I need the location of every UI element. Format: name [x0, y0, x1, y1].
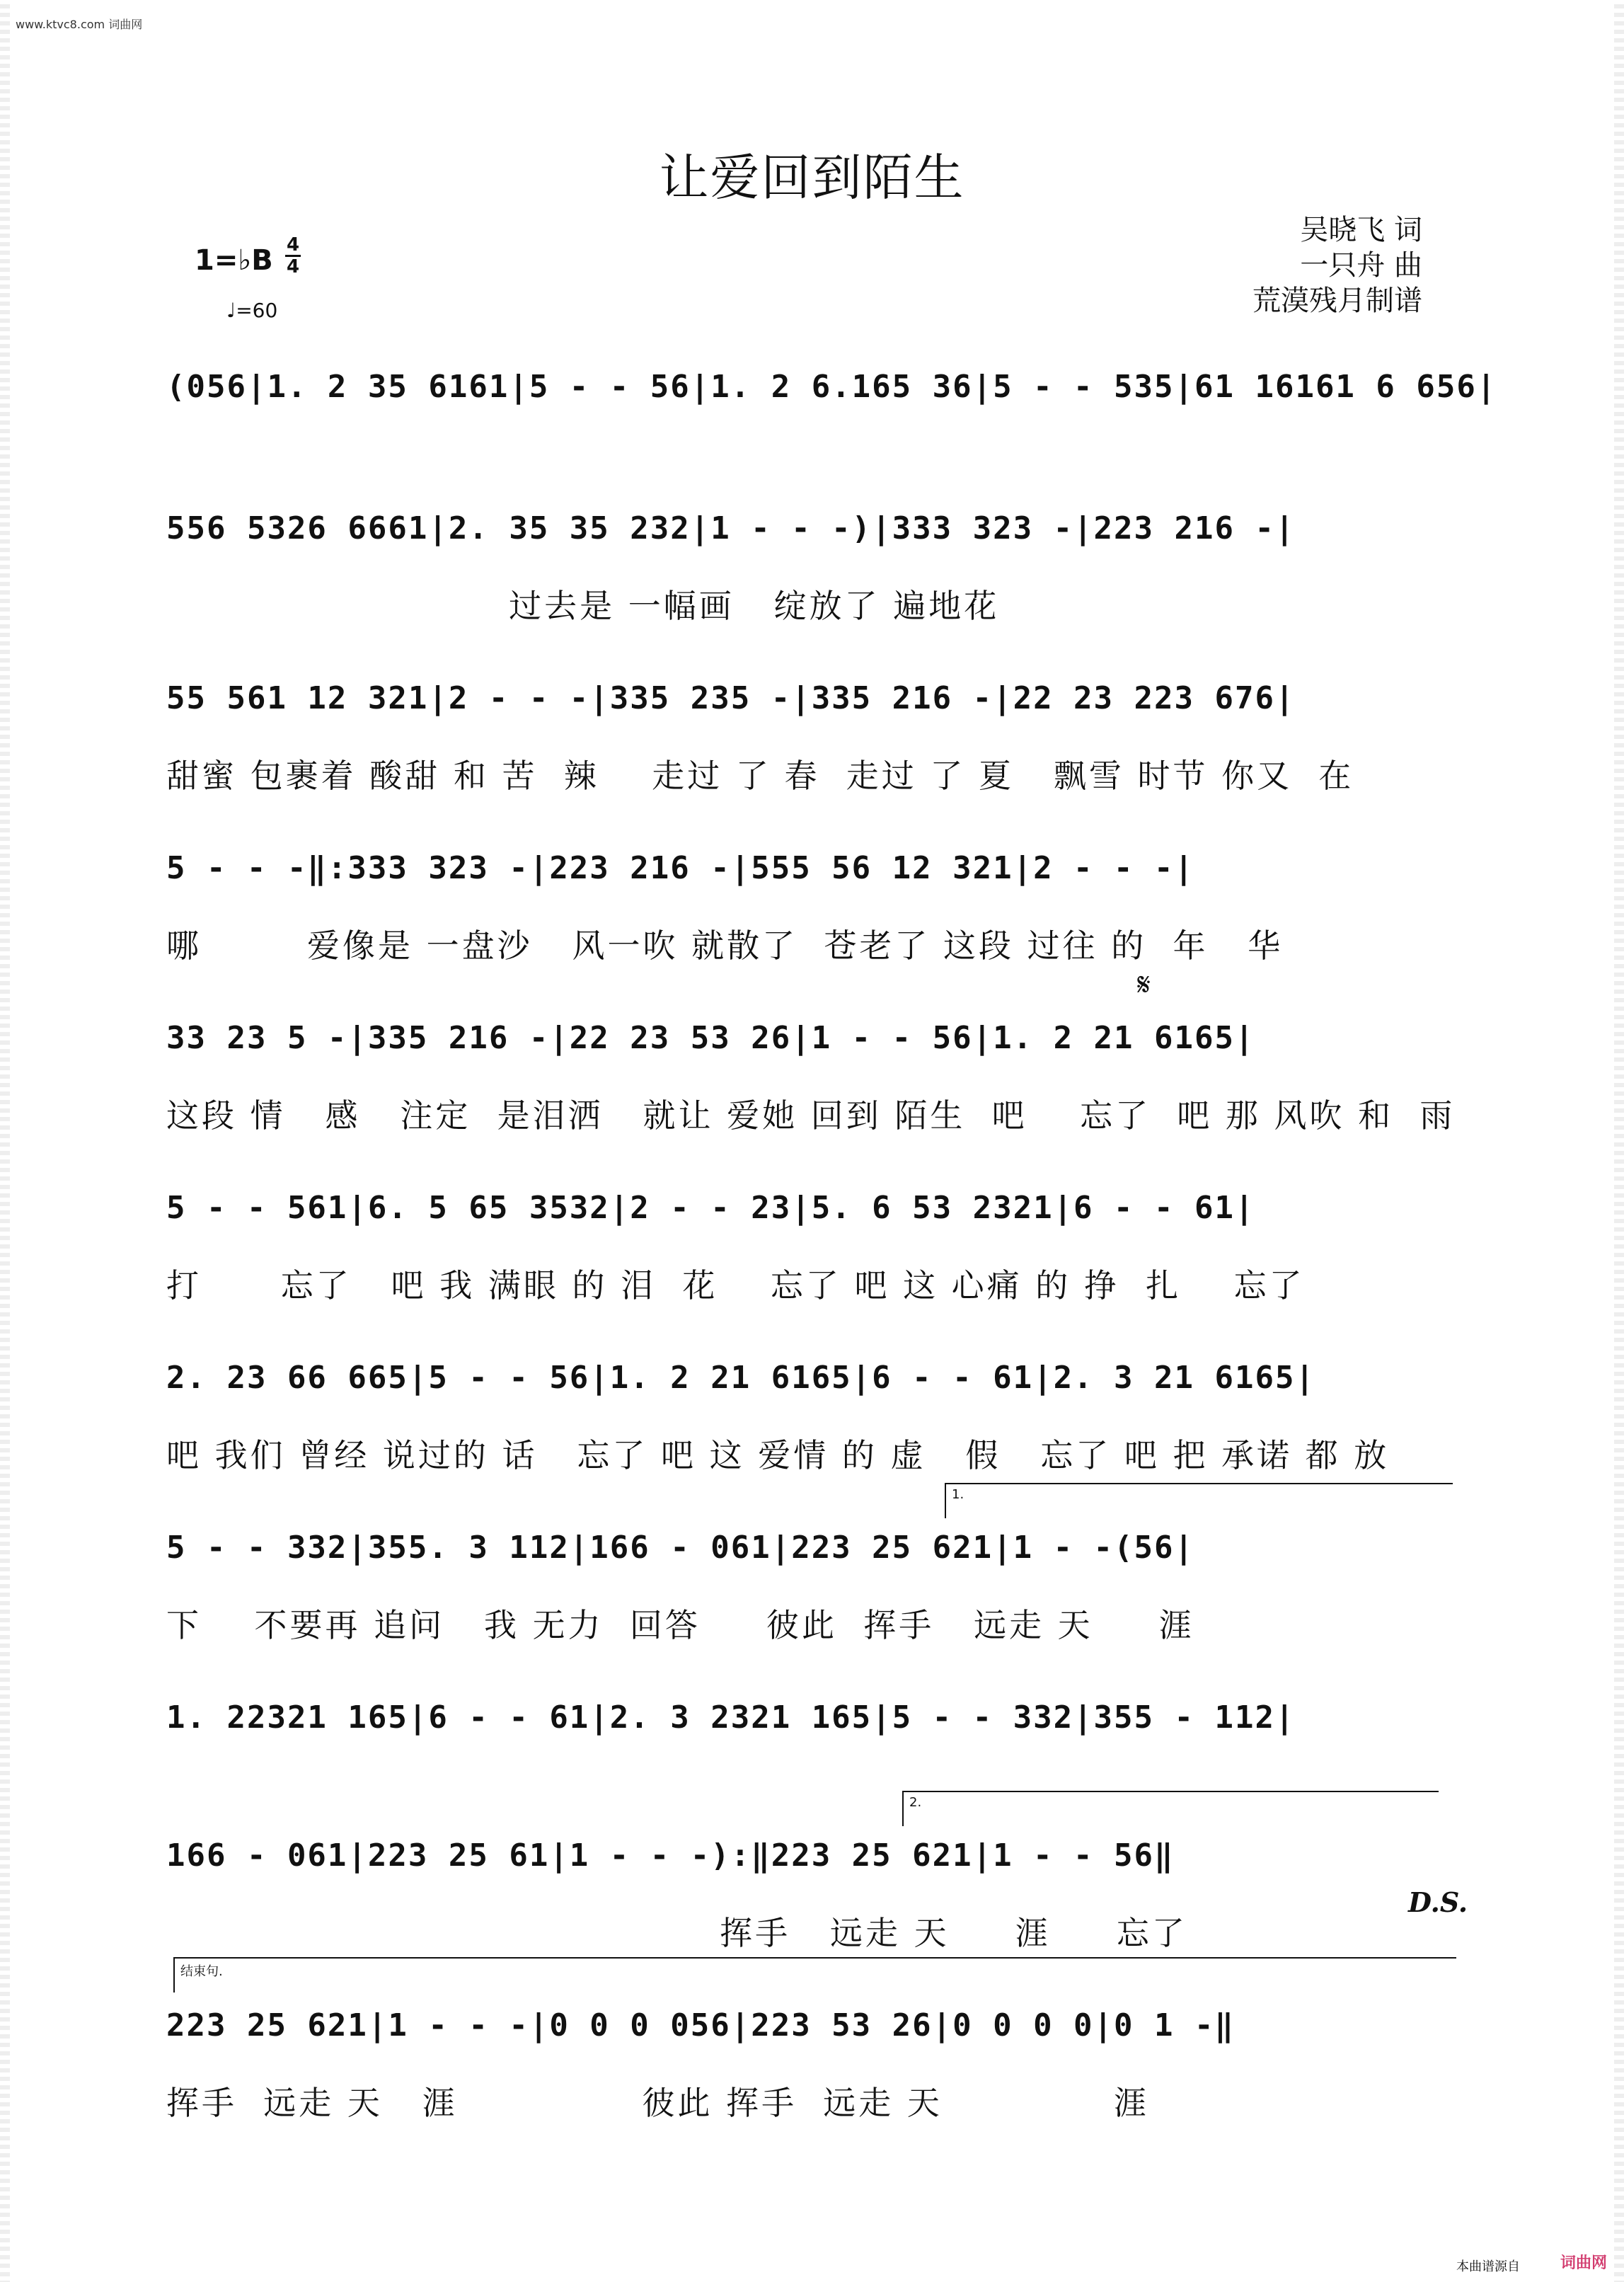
notation-line: 166 - 061|223 25 61|1 - - -):‖223 25 621|1 - - 56‖ — [166, 1837, 1175, 1874]
meter-top: 4 — [286, 234, 300, 256]
volta-2-label: 2. — [909, 1795, 922, 1810]
notation-line: 2. 23 66 665|5 - - 56|1. 2 21 6165|6 - - 61|2. 3 21 6165| — [166, 1360, 1315, 1396]
lyrics-line: 吧 我们 曾经 说过的 话 忘了 吧 这 爱情 的 虚 假 忘了 吧 把 承诺 都 放 — [166, 1436, 1390, 1474]
right-border — [1614, 0, 1624, 2282]
footer-logo: 词曲网 — [1560, 2254, 1608, 2272]
lyrics-line: 甜蜜 包裹着 酸甜 和 苦 辣 走过 了 春 走过 了 夏 飘雪 时节 你又 在 — [166, 757, 1354, 795]
footer-source-text: 本曲谱源自 — [1456, 2259, 1520, 2274]
notation-line: 5 - - 561|6. 5 65 3532|2 - - 23|5. 6 53 2321|6 - - 61| — [166, 1190, 1255, 1226]
composer: 一只舟 曲 — [1300, 249, 1422, 282]
notation-line: (056|1. 2 35 6161|5 - - 56|1. 2 6.165 36|5 - - 535|61 16161 6 656| — [166, 369, 1497, 405]
transcriber: 荒漠残月制谱 — [1252, 285, 1422, 317]
song-title: 让爱回到陌生 — [659, 149, 965, 207]
segno-sign: 𝄋 — [1137, 967, 1151, 1003]
volta-1-label: 1. — [952, 1487, 964, 1502]
volta-1-bracket — [945, 1483, 1453, 1518]
ending-bracket — [173, 1957, 1456, 1993]
time-signature — [285, 235, 301, 277]
key-signature: 1=♭B — [195, 244, 273, 277]
lyrics-line: 挥手 远走 天 涯 忘了 — [166, 1914, 1187, 1952]
meter-bottom: 4 — [286, 256, 300, 277]
credits — [1252, 212, 1422, 319]
notation-line: 33 23 5 -|335 216 -|22 23 53 26|1 - - 56|1. 2 21 6165| — [166, 1020, 1255, 1056]
lyrics-line: 这段 情 感 注定 是泪洒 就让 爱她 回到 陌生 吧 忘了 吧 那 风吹 和 雨 — [166, 1096, 1456, 1135]
ending-label: 结束句. — [180, 1964, 223, 1979]
notation-line: 1. 22321 165|6 - - 61|2. 3 2321 165|5 - - 332|355 - 112| — [166, 1699, 1296, 1736]
notation-line: 5 - - 332|355. 3 112|166 - 061|223 25 621|1 - -(56| — [166, 1530, 1195, 1566]
lyrics-line: 过去是 一幅画 绽放了 遍地花 — [166, 587, 1000, 625]
dal-segno-marking: D.S. — [1408, 1886, 1468, 1918]
left-border — [0, 0, 10, 2282]
site-watermark: www.ktvc8.com 词曲网 — [16, 18, 143, 31]
lyrics-line: 打 忘了 吧 我 满眼 的 泪 花 忘了 吧 这 心痛 的 挣 扎 忘了 — [166, 1266, 1305, 1305]
notation-line: 556 5326 6661|2. 35 35 232|1 - - -)|333 323 -|223 216 -| — [166, 510, 1296, 546]
tempo-marking: ♩=60 — [226, 299, 278, 322]
lyrics-line: 下 不要再 追问 我 无力 回答 彼此 挥手 远走 天 涯 — [166, 1606, 1194, 1644]
lyricist: 吴晓飞 词 — [1300, 214, 1422, 246]
lyrics-line: 挥手 远走 天 涯 彼此 挥手 远走 天 涯 — [166, 2084, 1150, 2122]
notation-line: 223 25 621|1 - - -|0 0 0 056|223 53 26|0 0 0 0|0 1 -‖ — [166, 2007, 1235, 2043]
volta-2-bracket — [902, 1791, 1439, 1826]
notation-line: 55 561 12 321|2 - - -|335 235 -|335 216 -|22 23 223 676| — [166, 680, 1296, 716]
notation-line: 5 - - -‖:333 323 -|223 216 -|555 56 12 321|2 - - -| — [166, 850, 1195, 886]
lyrics-line: 哪 爱像是 一盘沙 风一吹 就散了 苍老了 这段 过往 的 年 华 — [166, 927, 1284, 965]
